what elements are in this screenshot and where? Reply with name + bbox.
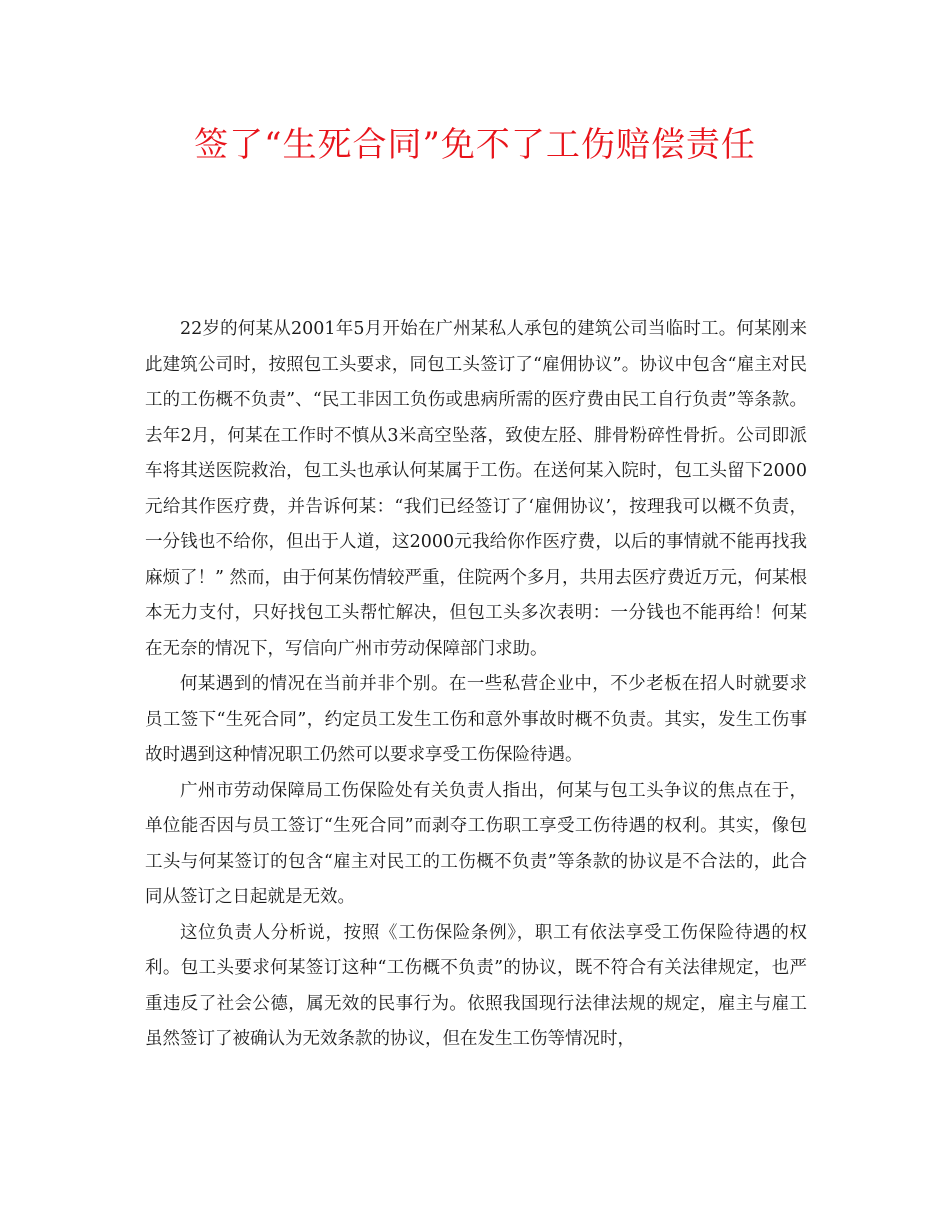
paragraph-3: 广州市劳动保障局工伤保险处有关负责人指出，何某与包工头争议的焦点在于，单位能否因与员工签订“生死合同”而剥夺工伤职工享受工伤待遇的权利。其实，像包工头与何某签订的包含“雇主对民工的工伤概不负责”等条款的协议是不合法的，此合同从签订之日起就是无效。 [145,780,807,907]
paragraph-2: 何某遇到的情况在当前并非个别。在一些私营企业中，不少老板在招人时就要求员工签下“生死合同”，约定员工发生工伤和意外事故时概不负责。其实，发生工伤事故时遇到这种情况职工仍然可以要求享受工伤保险待遇。 [145,674,807,765]
paragraph-4: 这位负责人分析说，按照《工伤保险条例》，职工有依法享受工伤保险待遇的权利。包工头要求何某签订这种“工伤概不负责”的协议，既不符合有关法律规定，也严重违反了社会公德，属无效的民事行为。依照我国现行法律法规的规定，雇主与雇工虽然签订了被确认为无效条款的协议，但在发生工伤等情况时， [145,922,807,1049]
document-title: 签了“生死合同”免不了工伤赔偿责任 [194,125,756,165]
paragraph-1: 22岁的何某从2001年5月开始在广州某私人承包的建筑公司当临时工。何某刚来此建筑公司时，按照包工头要求，同包工头签订了“雇佣协议”。协议中包含“雇主对民工的工伤概不负责”、“民工非因工负伤或患病所需的医疗费由民工自行负责”等条款。去年2月，何某在工作时不慎从3米高空坠落，致使左胫、腓骨粉碎性骨折。公司即派车将其送医院救治，包工头也承认何某属于工伤。在送何某入院时，包工头留下2000元给其作医疗费，并告诉何某：“我们已经签订了‘雇佣协议’，按理我可以概不负责，一分钱也不给你，但出于人道，这2000元我给你作医疗费，以后的事情就不能再找我麻烦了！” 然而，由于何某伤情较严重，住院两个多月，共用去医疗费近万元，何某根本无力支付，只好找包工头帮忙解决，但包工头多次表明：一分钱也不能再给！何某在无奈的情况下，写信向广州市劳动保障部门求助。 [145,319,808,659]
document-body [145,312,807,1058]
